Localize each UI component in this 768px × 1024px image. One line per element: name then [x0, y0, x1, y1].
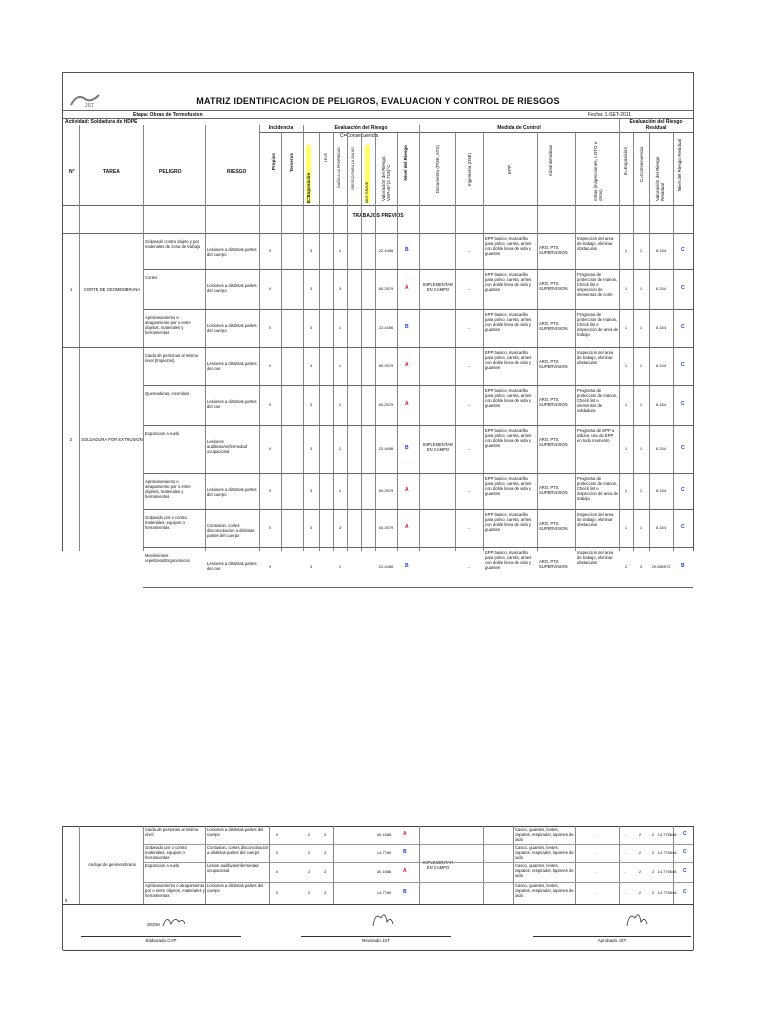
row-ingenieria: – — [467, 402, 471, 407]
row-exposicion-residual: 1 — [624, 325, 628, 330]
row-nivel: A — [405, 285, 409, 291]
row-exposicion-residual: 1 — [624, 525, 628, 530]
row-epp: EPP basico, mascarilla para polvo, careta, arnes con doble linea de vida y guantes — [485, 512, 532, 532]
row-consecuencia-residual: 1 — [639, 248, 643, 253]
task-2-name: SOLDADURA POR EXTRUSION — [81, 437, 143, 442]
row-propios: X — [268, 402, 272, 407]
bottom-row-nivel: B — [403, 889, 407, 895]
row-valoracion-residual: 8.154 — [655, 248, 666, 253]
row-ingenieria: – — [467, 248, 471, 253]
medida-header: Medida de Control — [497, 125, 541, 131]
row-riesgo: Lesiones a distintas partes del cuerpo — [207, 323, 257, 333]
row-valoracion-residual: 8.154 — [655, 363, 666, 368]
bottom-row-valoracion-residual: 14.775648 — [657, 850, 677, 855]
etapa-label: Etapa: Obras de Termofusion — [133, 112, 203, 118]
col-n: N° — [69, 169, 75, 175]
row-nivel-residual: B — [681, 563, 685, 569]
row-documento: IMPLEMENTAR EN CAMPO — [423, 442, 453, 452]
bottom-row-epp: Casco, guantes, lentes, zapatos, respirador, tapones de oido — [515, 883, 574, 898]
logo-text: JST — [85, 103, 94, 109]
row-propios: X — [268, 248, 272, 253]
row-propios: X — [268, 564, 272, 569]
bottom-row-otras: - — [624, 850, 626, 855]
row-riesgo: Lesiones a distintas partes del cue — [207, 361, 257, 371]
bottom-row-nivel: A — [403, 868, 407, 874]
row-valoracion: 60.2579 — [378, 488, 394, 493]
row-exposicion-residual: 1 — [624, 363, 628, 368]
row-otras-text: Inspeccion del area de trabajo, eliminar obstaculos — [577, 236, 614, 251]
row-valoracion: 60.2579 — [378, 525, 394, 530]
bottom-row-valoracion-residual: 14.775648 — [657, 869, 677, 874]
bottom-task-number: 5 — [65, 898, 68, 903]
bottom-row-nivel-residual: C — [683, 868, 687, 874]
row-valoracion-residual: 20.085572 — [651, 564, 671, 569]
row-consecuencia-residual: 1 — [639, 446, 643, 451]
row-otras-text: Inspeccion del area de trabajo, eliminar obstaculos — [577, 512, 614, 527]
row-nivel-residual: C — [681, 285, 685, 291]
row-peligro: Golpeado contra objeto y por materiales de zona de trabajo — [145, 239, 201, 249]
bottom-row-epp: Casco, guantes, lentes, zapatos, respirador, tapones de oido — [515, 827, 574, 842]
bottom-row-consecuencia-residual: 2 — [651, 869, 655, 874]
col-val2: Valoración del Riesgo Residual — [655, 156, 665, 201]
residual-header: Evaluación del Riesgo Residual — [629, 119, 683, 131]
row-administrativas: ARO, PTS SUPERVISION — [539, 521, 568, 531]
bottom-row-consecuencia: 3 — [323, 890, 327, 895]
bottom-row-exposicion-residual: 2 — [638, 869, 642, 874]
row-nivel-residual: C — [681, 524, 685, 530]
row-peligro: Exposicion a ruido — [145, 431, 180, 436]
row-consecuencia-residual: 1 — [639, 363, 643, 368]
row-nivel: B — [405, 324, 409, 330]
row-epp: EPP basico, mascarilla para polvo, careta, arnes con doble linea de vida y guantes — [485, 428, 532, 448]
row-consecuencia-residual: 1 — [639, 325, 643, 330]
bottom-row-consecuencia-residual: 2 — [651, 832, 655, 837]
col-epp: EPP — [507, 165, 512, 175]
bottom-row-peligro: Exposicion a ruido — [145, 863, 180, 868]
incidencia-header: Incidencia — [268, 125, 294, 131]
signature-revisado — [369, 908, 395, 930]
row-consecuencia-residual: 1 — [639, 402, 643, 407]
row-propios: X — [268, 525, 272, 530]
signature-aprobado — [623, 908, 649, 930]
row-valoracion-residual: 8.154 — [655, 325, 666, 330]
col-c2: DAÑO A LA PROPIEDAD — [337, 147, 341, 188]
consecuencia-header: C=Consecuencia — [339, 133, 379, 139]
row-nivel-residual: C — [681, 487, 685, 493]
bottom-row-propios: X — [275, 850, 279, 855]
bottom-row-nivel: A — [403, 831, 407, 837]
elaborado-label: Elaborado CVP — [145, 938, 177, 943]
bottom-doc: IMPLEMENTAR EN CAMPO — [423, 860, 453, 870]
bottom-row-epp: Casco, guantes, lentes, zapatos, respirador, tapones de oido — [515, 863, 574, 878]
aprobado-label: Aprobado JST — [597, 938, 627, 943]
bottom-row-administrativas: - — [596, 850, 598, 855]
row-valoracion-residual: 8.154 — [655, 488, 666, 493]
row-valoracion-residual: 8.154 — [655, 402, 666, 407]
row-nivel-residual: C — [681, 324, 685, 330]
row-ingenieria: – — [467, 446, 471, 451]
row-consecuencia: 3 — [338, 286, 342, 291]
bottom-row-propios: X — [275, 890, 279, 895]
bottom-row-valoracion: 14.7780 — [376, 890, 392, 895]
row-otras-text: Programa de proteccion de manos, Check list e inspeccion de area de trabajo — [577, 312, 618, 337]
row-propios: X — [268, 286, 272, 291]
bottom-row-exposicion-residual: 2 — [638, 890, 642, 895]
bottom-row-otras: - — [624, 890, 626, 895]
bottom-row-valoracion-residual: 14.775648 — [657, 832, 677, 837]
row-consecuencia: 2 — [338, 446, 342, 451]
row-exposicion: 3 — [309, 325, 313, 330]
bottom-row-nivel-residual: C — [683, 849, 687, 855]
row-nivel-residual: C — [681, 445, 685, 451]
signature-elaborado — [161, 912, 187, 930]
row-consecuencia-residual: 1 — [639, 488, 643, 493]
row-otras-text: Programa de proteccion de manos, Check list e inspeccion de area de trabajo — [577, 476, 618, 501]
actividad-label: Actividad: Soldadura de HDPE — [65, 119, 138, 125]
bottom-row-consecuencia-residual: 2 — [651, 890, 655, 895]
bottom-row-exposicion: 2 — [307, 832, 311, 837]
row-peligro: Aprisionamiento o atrapamiento por o entre objetos, materiales y herramientas — [145, 315, 191, 335]
row-epp: EPP basico, mascarilla para polvo, careta, arnes con doble linea de vida y guantes — [485, 350, 532, 370]
fecha-label: Fecha: 1-SET-2011 — [588, 112, 631, 118]
row-administrativas: ARO, PTS SUPERVISION — [539, 359, 568, 369]
bottom-row-administrativas: - — [596, 890, 598, 895]
col-c4: MUY GRAVE — [365, 145, 370, 203]
bottom-row-propios: X — [275, 869, 279, 874]
row-nivel: B — [405, 247, 409, 253]
row-exposicion: 3 — [309, 446, 313, 451]
bottom-row-consecuencia: 3 — [323, 832, 327, 837]
row-consecuencia-residual: 1 — [639, 286, 643, 291]
row-administrativas: ARO, PTS SUPERVISION — [539, 559, 568, 569]
row-valoracion-residual: 8.154 — [655, 446, 666, 451]
bottom-row-epp: Casco, guantes, lentes, zapatos, respirador, tapones de oido — [515, 845, 574, 860]
row-valoracion-residual: 8.154 — [655, 525, 666, 530]
col-terceros: Terceros — [289, 153, 294, 173]
row-administrativas: ARO, PTS SUPERVISION — [539, 485, 568, 495]
row-valoracion: 22.4456 — [378, 325, 394, 330]
col-c3: RIESGO PARA LA SALUD — [351, 147, 355, 190]
col-c1: LEVE — [324, 153, 328, 163]
row-epp: EPP basico, mascarilla para polvo, careta, arnes con doble linea de vida y guantes — [485, 388, 532, 408]
col-nivel: Nivel del Riesgo — [403, 145, 408, 181]
row-nivel: B — [405, 445, 409, 451]
row-valoracion: 22.4456 — [378, 248, 394, 253]
risk-matrix-sheet-continued — [62, 826, 694, 950]
bottom-row-consecuencia: 3 — [323, 869, 327, 874]
row-ingenieria: – — [467, 488, 471, 493]
bottom-row-exposicion: 2 — [307, 850, 311, 855]
row-riesgo: Lesiones a distintas partes del cuerpo — [207, 487, 257, 497]
row-ingenieria: – — [467, 525, 471, 530]
bottom-row-valoracion-residual: 14.775648 — [657, 890, 677, 895]
task-1-name: CORTE DE GEOMEMBRANA — [83, 287, 141, 292]
row-administrativas: ARO, PTS SUPERVISION — [539, 397, 568, 407]
row-administrativas: ARO, PTS SUPERVISION — [539, 281, 568, 291]
row-exposicion-residual: 1 — [624, 402, 628, 407]
row-riesgo: Contusion, cortes disconcolacion a distintas partes del cuerpo — [207, 523, 255, 538]
row-administrativas: ARO, PTS SUPERVISION — [539, 321, 568, 331]
row-exposicion-residual: 1 — [624, 248, 628, 253]
bottom-row-riesgo: Lesiones a distintas partes del cuerpo — [207, 827, 264, 837]
bottom-row-nivel-residual: C — [683, 889, 687, 895]
row-documento: IMPLEMENTAR EN CAMPO — [423, 282, 453, 292]
row-consecuencia: 1 — [338, 325, 342, 330]
row-exposicion: 3 — [309, 402, 313, 407]
row-consecuencia: 1 — [338, 564, 342, 569]
bottom-row-peligro: Golpeado por o contra materiales, equipos o herramientas — [145, 845, 187, 860]
row-epp: EPP basico, mascarilla para polvo, careta, arnes con doble linea de vida y guantes — [485, 476, 532, 496]
row-nivel-residual: C — [681, 247, 685, 253]
row-otras-text: Programa de proteccion de manos, Check list e inspeccion de elementos de corte — [577, 272, 618, 297]
row-exposicion: 3 — [309, 525, 313, 530]
bottom-row-consecuencia: 3 — [323, 850, 327, 855]
row-peligro: Caida de personas al mismo nivel (tropiezos) — [145, 353, 199, 363]
page-title: MATRIZ IDENTIFICACION DE PELIGROS, EVALUACION Y CONTROL DE RIESGOS — [196, 96, 560, 106]
bottom-row-exposicion-residual: 2 — [638, 850, 642, 855]
bottom-row-otras: - — [624, 869, 626, 874]
col-riesgo: RIESGO — [227, 169, 247, 175]
row-epp: EPP basico, mascarilla para polvo, careta, arnes con doble linea de vida y guantes — [485, 312, 532, 332]
bottom-row-nivel-residual: C — [683, 831, 687, 837]
bottom-row-exposicion: 2 — [307, 890, 311, 895]
row-ingenieria: – — [467, 325, 471, 330]
row-consecuencia-residual: 3 — [639, 564, 643, 569]
col-nivel2: Nivel del Riesgo Residual — [677, 139, 682, 192]
bottom-row-consecuencia-residual: 2 — [651, 850, 655, 855]
bottom-row-administrativas: - — [596, 832, 598, 837]
bottom-row-otras: - — [624, 832, 626, 837]
row-valoracion: 60.2579 — [378, 402, 394, 407]
col-cons2: C=Consecuencia — [639, 147, 644, 183]
row-epp: EPP basico, mascarilla para polvo, careta, arnes con doble linea de vida y guantes — [485, 550, 532, 570]
row-epp: EPP basico, mascarilla para polvo, careta, arnes con doble linea de vida y guantes — [485, 272, 532, 292]
row-consecuencia: 3 — [338, 525, 342, 530]
row-valoracion-residual: 8.154 — [655, 286, 666, 291]
row-consecuencia: 1 — [338, 402, 342, 407]
bottom-row-valoracion: 40.1586 — [376, 832, 392, 837]
bottom-row-administrativas: - — [596, 869, 598, 874]
row-exposicion-residual: 1 — [624, 446, 628, 451]
bottom-row-valoracion: 40.1586 — [376, 869, 392, 874]
row-consecuencia-residual: 1 — [639, 525, 643, 530]
bottom-row-peligro: Aprisionamiento o atrapamiento por o entre objetos, materiales y herramientas — [145, 883, 205, 898]
row-exposicion: 3 — [309, 248, 313, 253]
bottom-row-nivel: B — [403, 849, 407, 855]
col-valoracion: Valoración del Riesgo: VEP=E*(2.718)^C — [381, 155, 391, 201]
row-administrativas: ARO, PTS SUPERVISION — [539, 245, 568, 255]
bottom-row-peligro: Caida de personas al mismo nivel — [145, 827, 199, 837]
row-ingenieria: – — [467, 564, 471, 569]
row-otras-text: Inspeccion del area de trabajo, eliminar obstaculos — [577, 550, 614, 565]
bottom-task-name: Anclaje de geomembrana — [88, 862, 136, 867]
row-propios: X — [268, 363, 272, 368]
col-otras: Otras (inspecciones, LOTO u otros) — [593, 141, 603, 201]
task-1-number: 1 — [69, 287, 73, 292]
row-otras-text: Inspeccion del area de trabajo, eliminar obstaculos — [577, 350, 614, 365]
row-nivel: A — [405, 362, 409, 368]
bottom-row-riesgo: Lesion auditiva/enfermedad ocupacional — [207, 863, 259, 873]
section-title: TRABAJOS PREVIOS — [352, 213, 404, 219]
row-ingenieria: – — [467, 363, 471, 368]
row-exposicion: 3 — [309, 564, 313, 569]
col-administrativas: Administrativas — [548, 145, 553, 177]
row-riesgo: Lesiones a distintas partes del cuerpo — [207, 283, 257, 293]
row-peligro: Aprisionamiento o atrapamiento por o entre objetos, materiales y herramientas — [145, 479, 191, 499]
task-2-number: 2 — [69, 437, 73, 442]
row-nivel-residual: C — [681, 362, 685, 368]
gedm-label: GEDM — [147, 922, 160, 927]
row-nivel-residual: C — [681, 401, 685, 407]
row-peligro: Quemaduras, incendios — [145, 391, 190, 396]
row-valoracion: 60.2579 — [378, 363, 394, 368]
row-consecuencia: 1 — [338, 363, 342, 368]
row-nivel: A — [405, 524, 409, 530]
bottom-row-riesgo: Lesiones a distintas partes del cuerpo — [207, 883, 264, 893]
bottom-row-propios: X — [275, 832, 279, 837]
revisado-label: Revisado JST — [361, 938, 390, 943]
row-exposicion-residual: 1 — [624, 286, 628, 291]
row-propios: X — [268, 446, 272, 451]
col-peligro: PELIGRO — [159, 169, 182, 175]
row-nivel: A — [405, 487, 409, 493]
bottom-row-riesgo: Contusion, cortes disconcolacion a distintas partes del cuerpo — [207, 845, 269, 855]
row-epp: EPP basico, mascarilla para polvo, careta, arnes con doble linea de vida y guantes — [485, 236, 532, 256]
row-riesgo: Lesiones a distintas partes del cue — [207, 561, 257, 571]
row-valoracion: 22.4456 — [378, 446, 394, 451]
row-exposicion-residual: 1 — [624, 488, 628, 493]
row-otras-text: Programa de EPP a utilizar, uso de EPP en todo momento — [577, 428, 615, 443]
row-consecuencia: 1 — [338, 488, 342, 493]
row-riesgo: Lesiones auditivas/enfermedad ocupacional — [207, 439, 248, 454]
col-exp2: E=Exposición — [623, 147, 628, 175]
row-exposicion: 3 — [309, 286, 313, 291]
row-ingenieria: – — [467, 286, 471, 291]
bottom-row-exposicion-residual: 2 — [638, 832, 642, 837]
risk-matrix-sheet — [62, 72, 694, 571]
row-peligro: Movimientos repetitivos/Ergonomicos — [145, 553, 190, 563]
row-administrativas: ARO, PTS SUPERVISION — [539, 437, 568, 447]
row-nivel: B — [405, 563, 409, 569]
bottom-row-exposicion: 2 — [307, 869, 311, 874]
row-otras-text: Programa de proteccion de manos, Check list e elementos de soldadura — [577, 388, 618, 413]
col-tarea: TAREA — [103, 169, 120, 175]
row-riesgo: Lesiones a distintas partes del cue — [207, 399, 257, 409]
row-exposicion: 3 — [309, 363, 313, 368]
evaluacion-header: Evaluación del Riesgo — [334, 125, 388, 131]
col-documento: Documento (POE, ATS) — [435, 145, 440, 194]
row-exposicion: 3 — [309, 488, 313, 493]
row-peligro: Cortes — [145, 275, 158, 280]
bottom-row-valoracion: 14.7780 — [376, 850, 392, 855]
row-riesgo: Lesiones a distintas partes del cuerpo — [207, 247, 257, 257]
row-propios: X — [268, 325, 272, 330]
row-nivel: A — [405, 401, 409, 407]
col-ingenieria: Ingeniería (DMI) — [467, 153, 472, 187]
row-peligro: Golpeado por o contra materiales, equipos o herramientas — [145, 515, 187, 530]
col-exposicion: E=Exposición — [306, 145, 311, 203]
row-exposicion-residual: 2 — [624, 564, 628, 569]
row-consecuencia: 1 — [338, 248, 342, 253]
col-propios: Propios — [271, 153, 276, 171]
row-valoracion: 60.2579 — [378, 286, 394, 291]
row-valoracion: 22.4456 — [378, 564, 394, 569]
row-propios: X — [268, 488, 272, 493]
